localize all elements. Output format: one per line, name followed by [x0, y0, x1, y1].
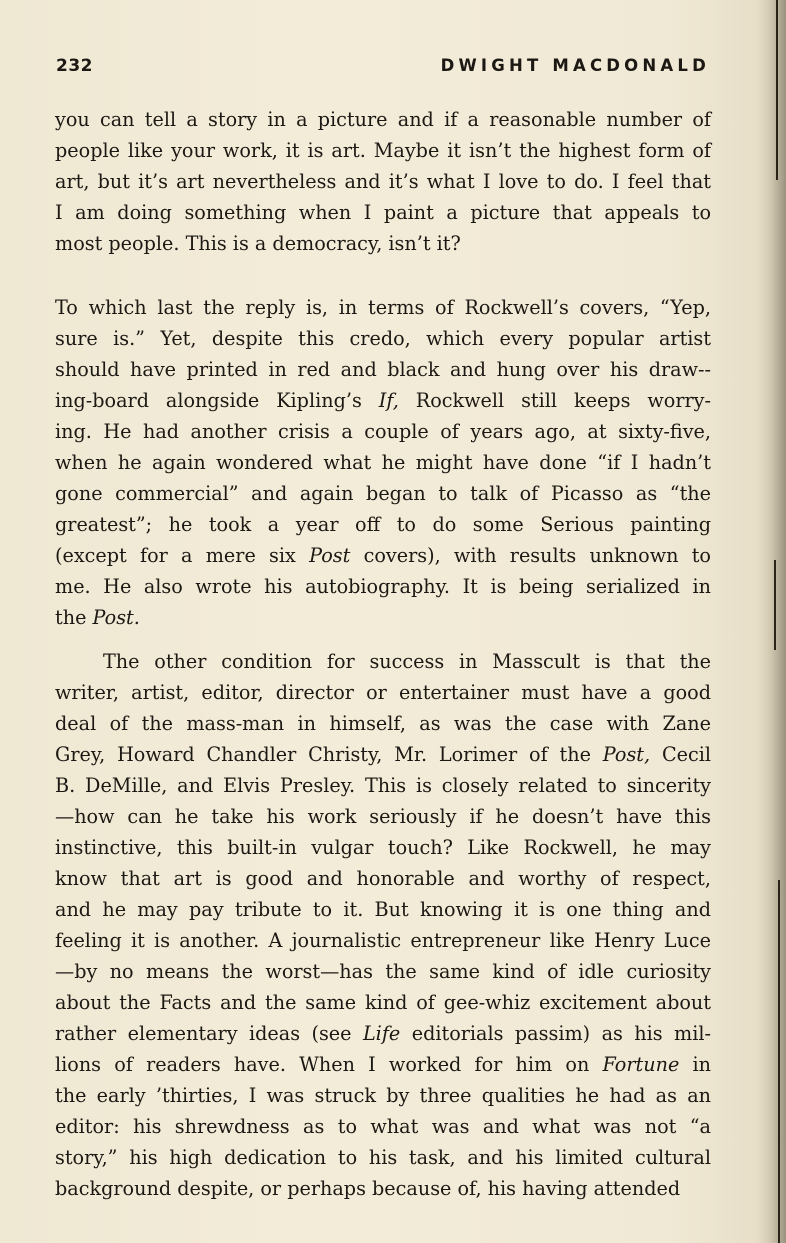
text-run: instinctive, this built-in vulgar touch? Like Rockwell, he may [55, 836, 711, 859]
text-run: covers), with results unknown to [350, 544, 711, 567]
text-line [55, 292, 711, 323]
text-run: the [55, 606, 93, 629]
text-run: I am doing something when I paint a picture that appeals to [55, 201, 711, 224]
text-line [55, 509, 711, 540]
text-line [55, 135, 711, 166]
text-line [55, 166, 711, 197]
text-line [55, 739, 711, 770]
text-run: when he again wondered what he might have done “if I hadn’t [55, 451, 711, 474]
text-line [55, 1080, 711, 1111]
text-run: ing. He had another crisis a couple of years ago, at sixty-five, [55, 420, 711, 443]
italic-text: Post, [602, 743, 651, 766]
running-head: DWIGHT MACDONALD [440, 56, 710, 75]
text-line [55, 646, 711, 677]
text-run: background despite, or perhaps because of, his having attended [55, 1177, 681, 1200]
italic-text: Post [309, 544, 351, 567]
italic-text: If, [378, 389, 399, 412]
text-line [55, 677, 711, 708]
text-run: To which last the reply is, in terms of Rockwell’s covers, “Yep, [55, 296, 711, 319]
text-run: people like your work, it is art. Maybe it isn’t the highest form of [55, 139, 711, 162]
text-line [55, 385, 711, 416]
text-line [55, 416, 711, 447]
text-run: B. DeMille, and Elvis Presley. This is closely related to sincerity [55, 774, 711, 797]
text-run: The other condition for success in Masscult is that the [103, 650, 711, 673]
italic-text: Post. [92, 606, 140, 629]
text-line [55, 832, 711, 863]
page-edge-mark [776, 0, 778, 180]
page-edge-mark [778, 880, 780, 1243]
text-run: greatest”; he took a year off to do some Serious painting [55, 513, 711, 536]
text-line [55, 708, 711, 739]
text-run: lions of readers have. When I worked for him on [55, 1053, 603, 1076]
text-line [55, 540, 711, 571]
text-line [55, 571, 711, 602]
text-line [55, 228, 711, 259]
text-run: —how can he take his work seriously if he doesn’t have this [55, 805, 711, 828]
text-line [55, 956, 711, 987]
text-run: Rockwell still keeps worry- [398, 389, 711, 412]
text-line [55, 801, 711, 832]
text-line [55, 478, 711, 509]
text-run: should have printed in red and black and hung over his draw-- [55, 358, 711, 381]
text-line [55, 1142, 711, 1173]
text-run: gone commercial” and again began to talk of Picasso as “the [55, 482, 711, 505]
text-run: and he may pay tribute to it. But knowing it is one thing and [55, 898, 711, 921]
text-line [55, 1111, 711, 1142]
paragraph-2 [55, 292, 711, 633]
page-header [56, 56, 710, 82]
text-line [55, 1049, 711, 1080]
text-line [55, 354, 711, 385]
page-number: 232 [56, 56, 93, 76]
text-run: rather elementary ideas (see [55, 1022, 363, 1045]
text-run: (except for a mere six [55, 544, 310, 567]
text-line [55, 987, 711, 1018]
text-line [55, 863, 711, 894]
text-run: the early ’thirties, I was struck by three qualities he had as an [55, 1084, 711, 1107]
text-line [55, 1018, 711, 1049]
text-line [55, 770, 711, 801]
text-line [55, 104, 711, 135]
body-text [55, 104, 711, 1204]
text-run: editor: his shrewdness as to what was and what was not “a [55, 1115, 711, 1138]
text-run: art, but it’s art nevertheless and it’s what I love to do. I feel that [55, 170, 711, 193]
text-run: writer, artist, editor, director or entertainer must have a good [55, 681, 711, 704]
text-line [55, 602, 711, 633]
page-edge-mark [774, 560, 776, 650]
text-run: ing-board alongside Kipling’s [55, 389, 379, 412]
text-run: Grey, Howard Chandler Christy, Mr. Lorimer of the [55, 743, 603, 766]
text-run: in [679, 1053, 711, 1076]
text-run: know that art is good and honorable and worthy of respect, [55, 867, 711, 890]
page-edge-shadow [758, 0, 786, 1243]
text-run: deal of the mass-man in himself, as was the case with Zane [55, 712, 711, 735]
paragraph-3 [55, 646, 711, 1204]
text-line [55, 894, 711, 925]
italic-text: Life [362, 1022, 401, 1045]
italic-text: Fortune [602, 1053, 680, 1076]
text-line [55, 447, 711, 478]
text-run: story,” his high dedication to his task, and his limited cultural [55, 1146, 711, 1169]
text-run: Cecil [650, 743, 711, 766]
text-run: about the Facts and the same kind of gee-whiz excitement about [55, 991, 711, 1014]
text-run: most people. This is a democracy, isn’t it? [55, 232, 461, 255]
text-run: editorials passim) as his mil- [400, 1022, 711, 1045]
text-run: me. He also wrote his autobiography. It is being serialized in [55, 575, 711, 598]
text-run: you can tell a story in a picture and if a reasonable number of [55, 108, 711, 131]
text-run: —by no means the worst—has the same kind of idle curiosity [55, 960, 711, 983]
text-line [55, 1173, 711, 1204]
text-line [55, 323, 711, 354]
text-line [55, 925, 711, 956]
text-run: feeling it is another. A journalistic entrepreneur like Henry Luce [55, 929, 711, 952]
text-line [55, 197, 711, 228]
text-run: sure is.” Yet, despite this credo, which every popular artist [55, 327, 711, 350]
paragraph-1 [55, 104, 711, 259]
